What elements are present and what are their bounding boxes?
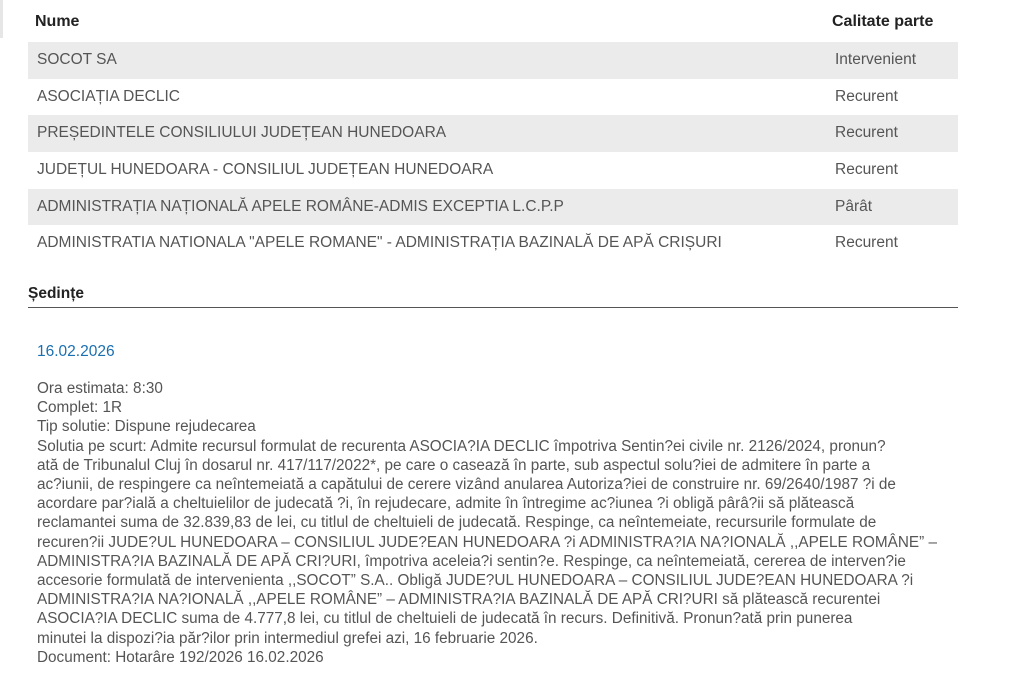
column-header-role: Calitate parte bbox=[832, 13, 934, 30]
column-header-name: Nume bbox=[35, 13, 80, 30]
solution-line: ac?iunii, de respingere ca neîntemeiată a capătului de cerere vizând anularea Autoriza?iei de construire nr. 69/2640/1987 ?i de bbox=[37, 476, 896, 494]
party-name: JUDEȚUL HUNEDOARA - CONSILIUL JUDEȚEAN HUNEDOARA bbox=[37, 161, 494, 179]
left-edge-strip bbox=[0, 0, 3, 38]
party-role: Recurent bbox=[835, 87, 898, 105]
session-estimated-time: Ora estimata: 8:30 bbox=[37, 380, 163, 397]
session-solution-summary bbox=[37, 437, 977, 648]
table-row bbox=[28, 189, 958, 226]
solution-line: ată de Tribunalul Cluj în dosarul nr. 417/117/2022*, pe care o casează în parte, sub aspectul solu?iei de admitere în parte a bbox=[37, 456, 871, 474]
party-role: Pârât bbox=[835, 197, 873, 215]
party-name: PREȘEDINTELE CONSILIULUI JUDEȚEAN HUNEDOARA bbox=[37, 124, 447, 142]
solution-line: minutei la dispozi?ia păr?ilor prin intermediul grefei azi, 16 februarie 2026. bbox=[37, 629, 538, 647]
solution-line: acordare par?ială a cheltuielilor de judecată ?i, în rejudecare, admite în întregime ac?iunea ?i obligă pârâ?ii să plătească bbox=[37, 495, 855, 513]
party-name: ADMINISTRAȚIA NAȚIONALĂ APELE ROMÂNE-ADMIS EXCEPTIA L.C.P.P bbox=[37, 197, 564, 215]
section-divider bbox=[28, 307, 958, 308]
party-role: Recurent bbox=[835, 234, 898, 252]
table-row bbox=[28, 79, 958, 116]
table-row bbox=[28, 152, 958, 189]
session-solution-type: Tip solutie: Dispune rejudecarea bbox=[37, 418, 256, 436]
party-name: ASOCIAȚIA DECLIC bbox=[37, 87, 180, 105]
solution-line: recuren?ii JUDE?UL HUNEDOARA – CONSILIUL JUDE?EAN HUNEDOARA ?i ADMINISTRA?IA NA?IONALĂ ,,APELE ROMÂNE” – bbox=[37, 533, 937, 551]
party-name: SOCOT SA bbox=[37, 51, 117, 68]
session-date-link[interactable]: 16.02.2026 bbox=[37, 343, 115, 360]
table-row bbox=[28, 225, 958, 262]
solution-line: accesorie formulată de intervenienta ,,SOCOT” S.A.. Obligă JUDE?UL HUNEDOARA – CONSILIUL JUDE?EAN HUNEDOARA ?i bbox=[37, 572, 914, 590]
solution-line: ADMINISTRA?IA BAZINALĂ DE APĂ CRI?URI, împotriva aceleia?i sentin?e. Respinge, ca neîntemeiată, cererea de interven?ie bbox=[37, 552, 906, 570]
session-details bbox=[37, 379, 977, 667]
parties-table bbox=[28, 0, 958, 262]
party-role: Recurent bbox=[835, 161, 898, 179]
party-role: Recurent bbox=[835, 124, 898, 142]
solution-line: reclamantei suma de 32.839,83 de lei, cu titlul de cheltuieli de judecată. Respinge, ca neîntemeiate, recursurile formulate de bbox=[37, 514, 877, 532]
party-role: Intervenient bbox=[835, 51, 916, 68]
table-row bbox=[28, 115, 958, 152]
solution-line: ASOCIA?IA DECLIC suma de 4.777,8 lei, cu titlul de cheltuieli de judecată în recurs. Definitivă. Pronun?ată prin punerea bbox=[37, 610, 853, 628]
session-document: Document: Hotarâre 192/2026 16.02.2026 bbox=[37, 648, 324, 666]
table-row bbox=[28, 42, 958, 79]
parties-table-header bbox=[28, 0, 958, 42]
party-name: ADMINISTRATIA NATIONALA "APELE ROMANE" - ADMINISTRAȚIA BAZINALĂ DE APĂ CRIȘURI bbox=[37, 234, 722, 252]
session-panel: Complet: 1R bbox=[37, 399, 123, 417]
sessions-section-title: Ședințe bbox=[28, 285, 84, 302]
solution-line: Solutia pe scurt: Admite recursul formulat de recurenta ASOCIA?IA DECLIC împotriva Sentin?ei civile nr. 2126/2024, pronun? bbox=[37, 437, 886, 455]
solution-line: ADMINISTRA?IA NA?IONALĂ ,,APELE ROMÂNE” – ADMINISTRA?IA BAZINALĂ DE APĂ CRI?URI să plătească recurentei bbox=[37, 591, 881, 609]
